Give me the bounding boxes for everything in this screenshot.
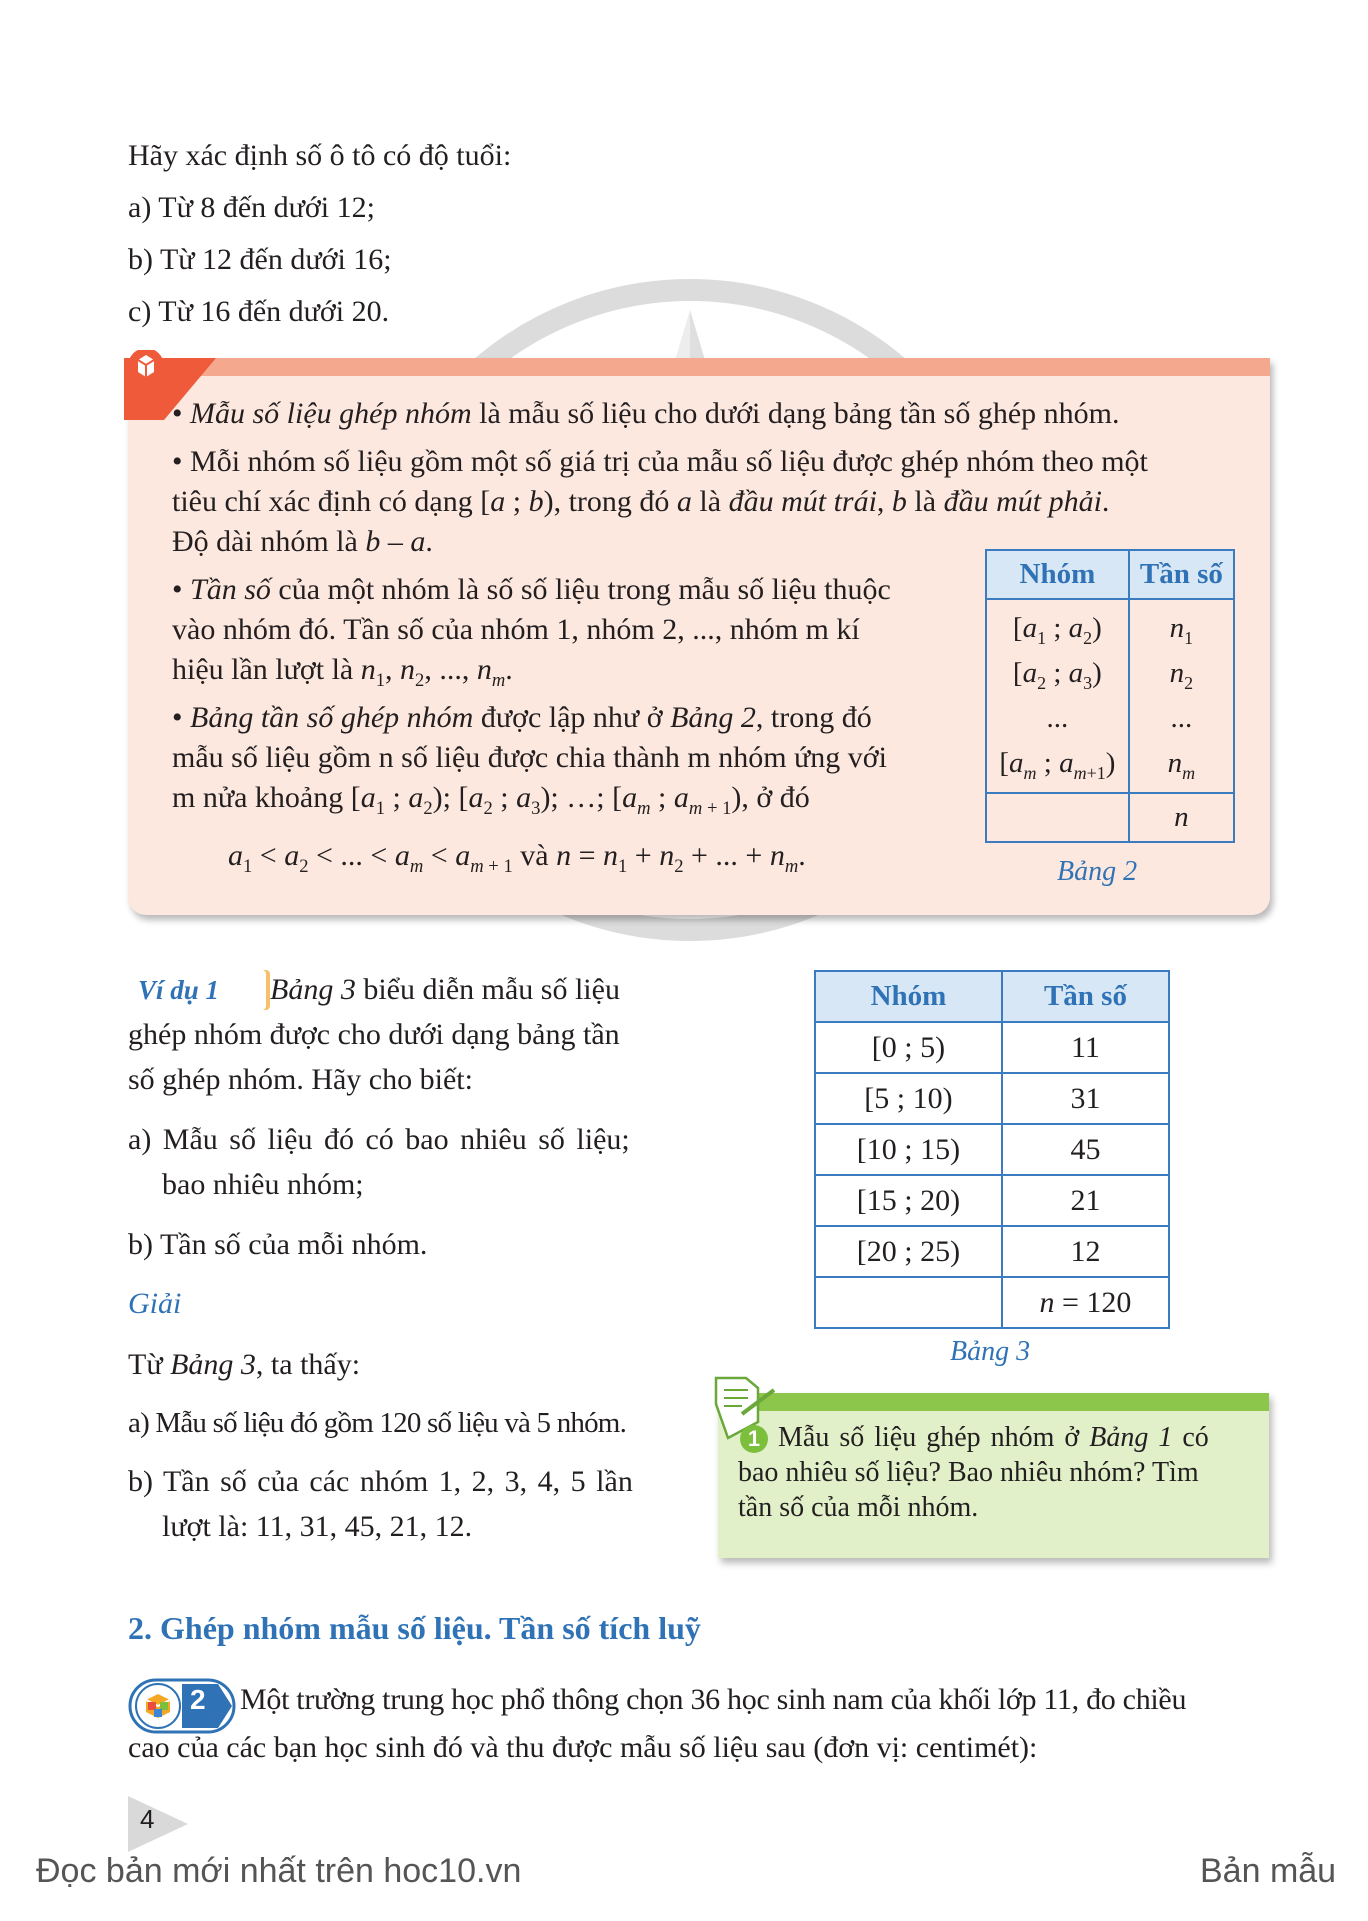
term-frequency: Tần số: [190, 573, 271, 606]
table-3-frequency: 12: [1002, 1226, 1169, 1277]
table-2-total: n: [1129, 793, 1234, 842]
table-3-group: [5 ; 10): [815, 1073, 1002, 1124]
footer-sample-label: Bản mẫu: [1200, 1852, 1337, 1890]
table-row: [815, 1226, 1169, 1277]
table-2-freq-1: $n_1$: [1169, 612, 1194, 648]
footer-link-text[interactable]: Đọc bản mới nhất trên hoc10.vn: [36, 1852, 522, 1890]
table-3-total-value: = 120: [1054, 1285, 1132, 1319]
practice-line-1: [778, 1418, 1209, 1458]
table-3: [814, 970, 1170, 1329]
table-row: [815, 1124, 1169, 1175]
table-row: [815, 1277, 1169, 1328]
activity-line-1: Một trường trung học phổ thông chọn 36 học sinh nam của khối lớp 11, đo chiều: [240, 1683, 1187, 1716]
table-3-frequency: 31: [1002, 1073, 1169, 1124]
table-3-group: [15 ; 20): [815, 1175, 1002, 1226]
activity-number: 2: [190, 1684, 206, 1715]
table-3-total: [1002, 1277, 1169, 1328]
formula-and: và: [512, 839, 557, 872]
example-line-1-text: biểu diễn mẫu số liệu: [355, 973, 620, 1006]
intro-item-a: a) Từ 8 đến dưới 12;: [128, 191, 375, 224]
table-2-group-2: [$a_2$ ; $a_3$): [1012, 657, 1102, 693]
bullet-3-seg-3: hiệu lần lượt là: [172, 653, 361, 686]
table-row: [815, 1073, 1169, 1124]
definition-bullet-3-line-2: vào nhóm đó. Tần số của nhóm 1, nhóm 2, ..., nhóm m kí: [172, 613, 860, 646]
activity-line-2: cao của các bạn học sinh đó và thu được mẫu số liệu sau (đơn vị: centimét):: [128, 1731, 1038, 1764]
bullet-2-seg-g: là: [906, 485, 944, 518]
solution-intro-b: , ta thấy:: [255, 1348, 361, 1381]
example-label: Ví dụ 1: [128, 970, 266, 1010]
bullet-2-length-text: Độ dài nhóm là: [172, 525, 366, 558]
term-right-endpoint: đầu mút phải: [943, 485, 1102, 518]
example-question-a: a) Mẫu số liệu đó có bao nhiêu số liệu;: [128, 1123, 630, 1156]
table-2-group-1: [$a_1$ ; $a_2$): [1012, 612, 1102, 648]
definition-formula: $a_1 < a_2$ < ... < $a_m < a_{m + 1}$ và $n = n_1 + n_2$ + ... + $n_m$.: [228, 839, 806, 877]
solution-intro-a: Từ: [128, 1348, 171, 1381]
ref-table-1: Bảng 1: [1089, 1422, 1173, 1453]
term-grouped-sample: Mẫu số liệu ghép nhóm: [190, 397, 472, 430]
table-3-group: [0 ; 5): [815, 1022, 1002, 1073]
table-2-total-blank: [986, 793, 1129, 842]
practice-line-3: tần số của mỗi nhóm.: [738, 1492, 979, 1523]
table-2-freq-m: $n_m$: [1167, 747, 1196, 783]
solution-ref-table-3: Bảng 3: [170, 1348, 256, 1381]
ref-table-3: Bảng 3: [270, 973, 356, 1006]
page-number-tab: [128, 1796, 188, 1852]
activity-badge-icon: [128, 1678, 236, 1734]
bullet-4-seg-end: , ở đó: [741, 781, 810, 814]
ref-table-2: Bảng 2: [670, 701, 756, 734]
table-3-frequency: 11: [1002, 1022, 1169, 1073]
table-2-freq-2: $n_2$: [1169, 657, 1194, 693]
intro-item-c: c) Từ 16 đến dưới 20.: [128, 295, 390, 328]
solution-answer-b: b) Tần số của các nhóm 1, 2, 3, 4, 5 lần: [128, 1465, 633, 1498]
table-2-caption: Bảng 2: [1057, 856, 1138, 887]
bullet-4-seg-3: m nửa khoảng: [172, 781, 344, 814]
bullet-4-seg-2: , trong đó: [755, 701, 872, 734]
bullet-4-seg-1: được lập như ở: [473, 701, 671, 734]
solution-answer-b-cont: lượt là: 11, 31, 45, 21, 12.: [162, 1510, 473, 1543]
table-row: [815, 1022, 1169, 1073]
definition-bullet-4-line-2: mẫu số liệu gồm n số liệu được chia thành m nhóm ứng với: [172, 741, 887, 774]
example-line-1: [270, 970, 620, 1010]
bullet-2-seg-a: tiêu chí xác định có dạng [: [172, 485, 491, 518]
bullet-2-seg-f: ,: [876, 485, 892, 518]
practice-line-1-a: Mẫu số liệu ghép nhóm ở: [778, 1422, 1090, 1453]
definition-bullet-4-line-1: • Bảng tần số ghép nhóm được lập như ở Bảng 2, trong đó: [172, 701, 872, 734]
definition-bullet-1: • Mẫu số liệu ghép nhóm là mẫu số liệu cho dưới dạng bảng tần số ghép nhóm.: [172, 397, 1120, 430]
practice-number-badge: 1: [740, 1425, 768, 1453]
table-2-frequency-cell: [1129, 599, 1234, 793]
example-question-a-cont: bao nhiêu nhóm;: [162, 1168, 364, 1201]
term-left-endpoint: đầu mút trái: [728, 485, 877, 518]
table-3-header-group: Nhóm: [815, 971, 1002, 1022]
table-2-group-ellipsis: ...: [1046, 702, 1069, 734]
intro-item-b: b) Từ 12 đến dưới 16;: [128, 243, 392, 276]
definition-box-header-bar: [128, 358, 1270, 376]
table-3-total-blank: [815, 1277, 1002, 1328]
table-2: [985, 549, 1235, 843]
solution-answer-a: a) Mẫu số liệu đó gồm 120 số liệu và 5 nhóm.: [128, 1407, 627, 1439]
example-line-3: số ghép nhóm. Hãy cho biết:: [128, 1063, 473, 1096]
definition-bullet-2-line-2: tiêu chí xác định có dạng [a ; b), trong đó a là đầu mút trái, b là đầu mút phải.: [172, 485, 1110, 518]
practice-line-2: bao nhiêu số liệu? Bao nhiêu nhóm? Tìm: [738, 1457, 1199, 1488]
definition-bullet-1-text: là mẫu số liệu cho dưới dạng bảng tần số ghép nhóm.: [471, 397, 1120, 430]
bullet-3-seg-1: của một nhóm là số số liệu trong mẫu số liệu thuộc: [270, 573, 891, 606]
table-3-frequency: 21: [1002, 1175, 1169, 1226]
table-3-group: [20 ; 25): [815, 1226, 1002, 1277]
definition-bullet-4-line-3: m nửa khoảng [$a_1$ ; $a_2$); [$a_2$ ; $a_3$); …; [$a_m$ ; $a_{m + 1}$), ở đó: [172, 781, 810, 819]
table-3-frequency: 45: [1002, 1124, 1169, 1175]
bullet-2-seg-c: ), trong đó: [543, 485, 677, 518]
page-number: 4: [140, 1804, 155, 1834]
definition-bullet-2-line-3: Độ dài nhóm là b – a.: [172, 525, 433, 558]
definition-bullet-3-line-3: hiệu lần lượt là $n_1$, $n_2$, ..., $n_m$.: [172, 653, 513, 691]
practice-box-header-bar: [718, 1393, 1269, 1411]
table-2-group-cell: [986, 599, 1129, 793]
table-3-caption: Bảng 3: [950, 1336, 1031, 1367]
table-row: [815, 1175, 1169, 1226]
table-3-total-n: n: [1039, 1285, 1055, 1319]
table-2-group-m: [$a_m$ ; $a_{m+1}$): [999, 747, 1116, 783]
definition-bullet-2-text: Mỗi nhóm số liệu gồm một số giá trị của mẫu số liệu được ghép nhóm theo một: [190, 445, 1148, 478]
section-title: 2. Ghép nhóm mẫu số liệu. Tần số tích luỹ: [128, 1610, 701, 1646]
example-question-b: b) Tần số của mỗi nhóm.: [128, 1228, 428, 1261]
solution-label: Giải: [128, 1287, 182, 1320]
table-2-freq-ellipsis: ...: [1170, 702, 1193, 734]
practice-line-1-b: có: [1172, 1422, 1209, 1453]
definition-bullet-3-line-1: • Tần số của một nhóm là số số liệu trong mẫu số liệu thuộc: [172, 573, 891, 606]
table-3-header-frequency: Tần số: [1002, 971, 1169, 1022]
intro-question: Hãy xác định số ô tô có độ tuổi:: [128, 139, 512, 172]
solution-intro: [128, 1345, 360, 1385]
bullet-2-seg-b: ;: [505, 485, 529, 518]
bullet-2-seg-d: là: [691, 485, 729, 518]
example-line-2: ghép nhóm được cho dưới dạng bảng tần: [128, 1018, 620, 1051]
table-2-header-group: Nhóm: [986, 550, 1129, 599]
table-2-header-frequency: Tần số: [1129, 550, 1234, 599]
term-grouped-frequency-table: Bảng tần số ghép nhóm: [190, 701, 474, 734]
definition-bullet-2-line-1: • Mỗi nhóm số liệu gồm một số giá trị của mẫu số liệu được ghép nhóm theo một: [172, 445, 1148, 478]
table-3-group: [10 ; 15): [815, 1124, 1002, 1175]
